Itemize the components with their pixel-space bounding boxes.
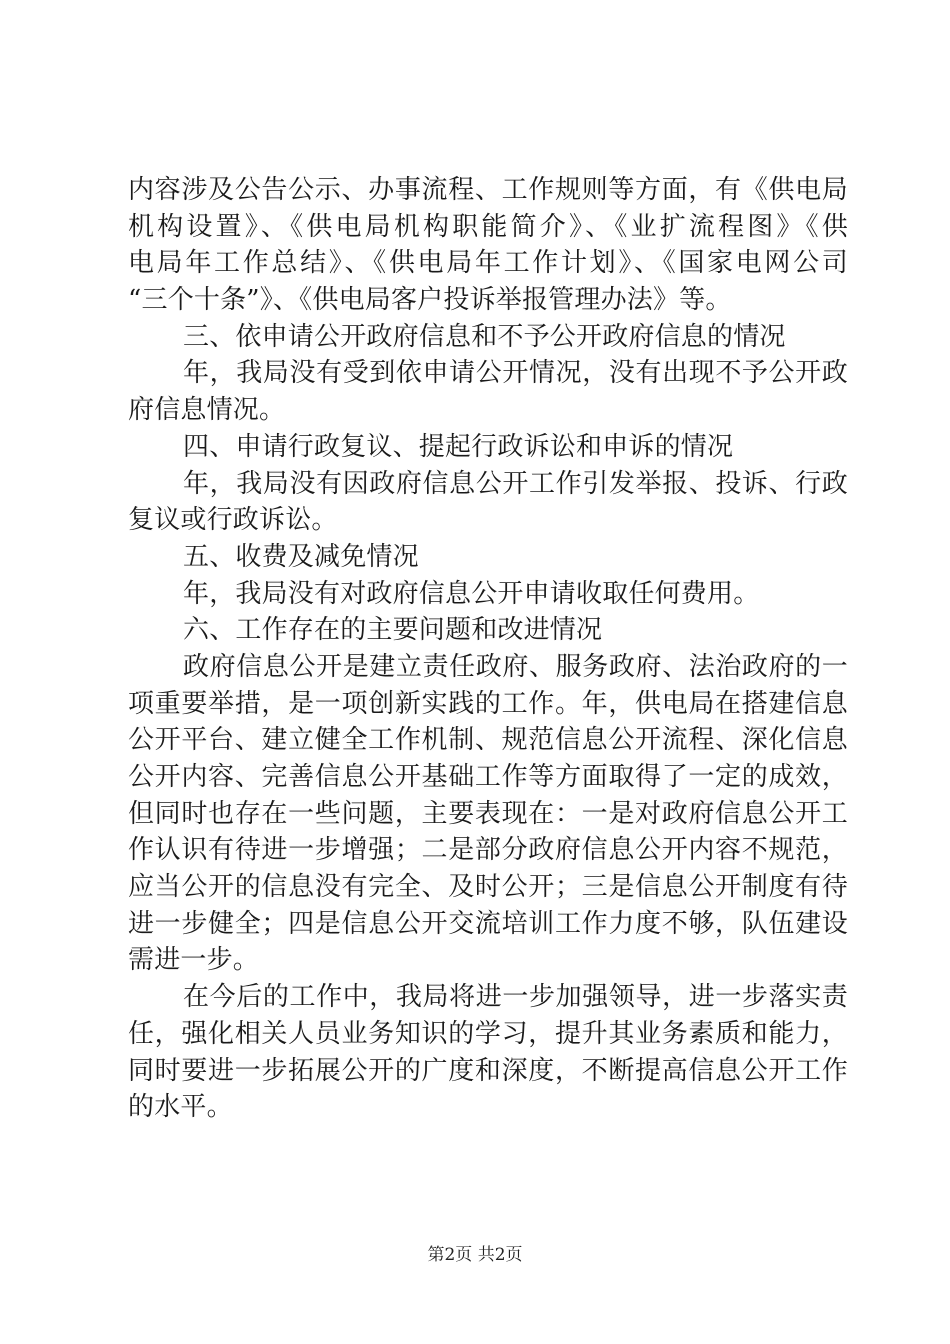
section-heading: 五、收费及减免情况 — [183, 541, 419, 572]
body-line: 需进一步。 — [128, 945, 260, 976]
body-line: 政府信息公开是建立责任政府、服务政府、法治政府的一 — [183, 651, 848, 682]
body-line: 项重要举措，是一项创新实践的工作。年，供电局在搭建信息 — [128, 688, 848, 719]
body-line: 复议或行政诉讼。 — [128, 505, 338, 536]
body-line: 内容涉及公告公示、办事流程、工作规则等方面，有《供电局 — [128, 175, 848, 205]
body-line: 公开内容、完善信息公开基础工作等方面取得了一定的成效， — [128, 762, 848, 792]
section-heading: 三、依申请公开政府信息和不予公开政府信息的情况 — [183, 321, 786, 352]
section-heading: 四、申请行政复议、提起行政诉讼和申诉的情况 — [183, 431, 734, 462]
body-line: 的水平。 — [128, 1092, 233, 1123]
body-line: 但同时也存在一些问题，主要表现在：一是对政府信息公开工 — [128, 798, 848, 829]
body-line: 府信息情况。 — [128, 395, 286, 426]
body-line: 年，我局没有对政府信息公开申请收取任何费用。 — [183, 578, 760, 609]
body-line: 任，强化相关人员业务知识的学习，提升其业务素质和能力， — [128, 1018, 848, 1049]
body-line: 在今后的工作中，我局将进一步加强领导，进一步落实责 — [183, 982, 848, 1013]
document-body — [128, 172, 848, 1126]
body-line: 电局年工作总结》、《供电局年工作计划》、《国家电网公司 — [128, 248, 848, 279]
body-line: 公开平台、建立健全工作机制、规范信息公开流程、深化信息 — [128, 725, 848, 756]
body-line: 同时要进一步拓展公开的广度和深度，不断提高信息公开工作 — [128, 1055, 848, 1086]
body-line: 机构设置》、《供电局机构职能简介》、《业扩流程图》《供 — [128, 211, 848, 242]
body-line: 年，我局没有受到依申请公开情况，没有出现不予公开政 — [183, 358, 848, 389]
body-line: 进一步健全；四是信息公开交流培训工作力度不够，队伍建设 — [128, 908, 848, 939]
body-line: 作认识有待进一步增强；二是部分政府信息公开内容不规范， — [128, 835, 848, 866]
page-footer: 第2页 共2页 — [427, 1245, 523, 1265]
body-line: 应当公开的信息没有完全、及时公开；三是信息公开制度有待 — [128, 872, 848, 903]
body-line: 年，我局没有因政府信息公开工作引发举报、投诉、行政 — [183, 468, 848, 499]
body-line: “三个十条”》、《供电局客户投诉举报管理办法》等。 — [128, 285, 732, 316]
section-heading: 六、工作存在的主要问题和改进情况 — [183, 615, 603, 646]
